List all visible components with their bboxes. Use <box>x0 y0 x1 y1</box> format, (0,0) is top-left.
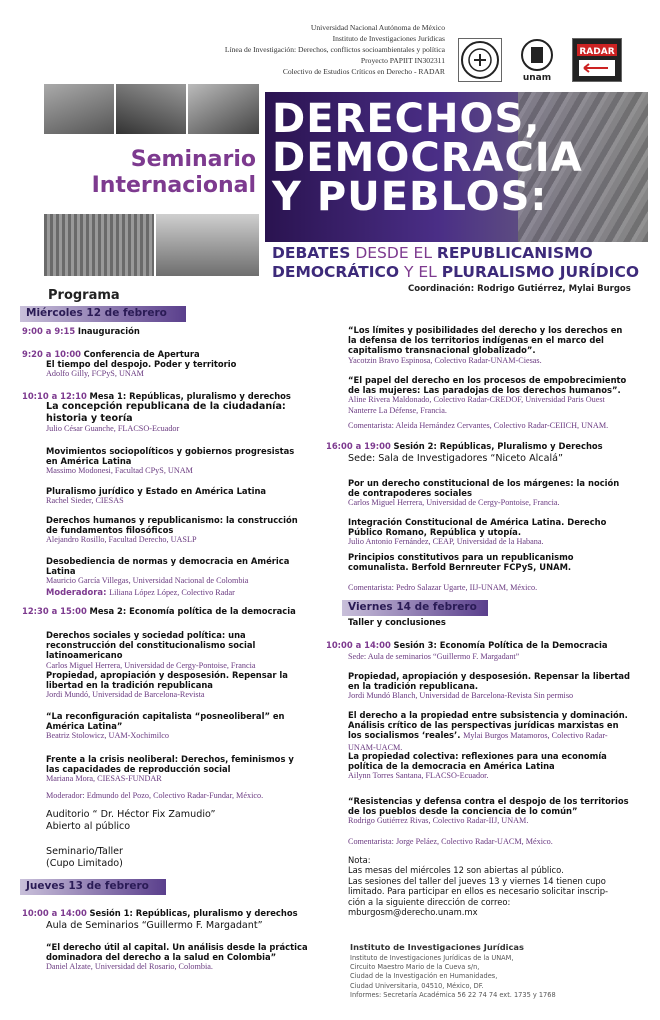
subtitle-part: PLURALISMO JURÍDICO <box>441 263 639 281</box>
institution-line: Instituto de Investigaciones Jurídicas <box>332 34 445 43</box>
photo-child <box>188 84 259 134</box>
institution-line: Línea de Investigación: Derechos, conflictos socioambientales y política <box>224 45 445 54</box>
auditorio-line: Auditorio “ Dr. Héctor Fix Zamudio” <box>46 809 216 820</box>
program-item: Comentarista: Jorge Peláez, Colectivo Radar-UACM, México. <box>348 837 553 846</box>
program-item: “El papel del derecho en los procesos de empobrecimiento de las mujeres: Las paradojas de los derechos humanos”. Aline Rivera Maldonado, Colectivo Radar-CREDOF, Universidad Paris Ouest Nanterre La Défense, Francia. <box>348 375 627 415</box>
institution-line: Universidad Nacional Autónoma de México <box>310 23 445 32</box>
iij-address-line: Ciudad Universitaria, 04510, México, DF. <box>350 981 484 990</box>
program-item: Derechos humanos y republicanismo: la construcción de fundamentos filosóficos Alejandro Rosillo, Facultad Derecho, UASLP <box>46 515 298 545</box>
iij-address-line: Circuito Maestro Mario de la Cueva s/n, <box>350 963 480 972</box>
radar-logo <box>572 38 622 82</box>
day-header-viernes: Viernes 14 de febrero <box>342 600 488 616</box>
program-item: El derecho a la propiedad entre subsistencia y dominación. Análisis crítico de las perspectivas jurídicas marxistas en los socialismos ‘reales’. Mylai Burgos Matamoros, Colectivo Radar-UNAM-UACM. <box>348 710 628 752</box>
taller-line: (Cupo Limitado) <box>46 858 123 869</box>
nota-line: ción a la siguiente dirección de correo: <box>348 896 511 907</box>
program-item: Comentarista: Aleida Hernández Cervantes, Colectivo Radar-CEIICH, UNAM. <box>348 421 609 430</box>
subtitle-part: Y EL <box>399 263 442 281</box>
taller-line: Seminario/Taller <box>46 846 124 857</box>
program-item: Por un derecho constitucional de los márgenes: la noción de contrapoderes sociales Carlos Miguel Herrera, Universidad de Cergy-Pontoise, Francia. <box>348 478 620 508</box>
program-item: Moderador: Edmundo del Pozo, Colectivo Radar-Fundar, México. <box>46 791 264 800</box>
iij-address-line: Informes: Secretaría Académica 56 22 74 74 ext. 1735 y 1768 <box>350 990 556 999</box>
iij-address <box>350 954 556 1000</box>
program-item: 10:00 a 14:00 Sesión 3: Economía Política de la Democracia <box>326 640 608 650</box>
subtitle-part: DEMOCRÁTICO <box>272 263 400 281</box>
nota-label: Nota: <box>348 855 371 865</box>
seminario-line: Internacional <box>91 173 256 198</box>
seminario-heading <box>70 143 256 203</box>
viernes-subtitle: Taller y conclusiones <box>348 617 446 627</box>
nota-block <box>348 855 638 917</box>
title-line: DERECHOS, <box>272 96 541 142</box>
program-item: Pluralismo jurídico y Estado en América Latina Rachel Sieder, CIESAS <box>46 486 267 506</box>
iij-title: Instituto de Investigaciones Jurídicas <box>350 942 524 952</box>
programa-heading: Programa <box>48 288 120 303</box>
photo-farmer <box>156 214 259 276</box>
day-header-jueves: Jueves 13 de febrero <box>20 879 166 895</box>
photo-hands <box>116 84 186 134</box>
institution-header <box>225 22 445 77</box>
aula-line: Aula de Seminarios “Guillermo F. Margadant” <box>46 920 263 931</box>
subtitle-part: DEBATES <box>272 244 351 262</box>
program-item: “El derecho útil al capital. Un análisis desde la práctica dominadora del derecho a la salud en Colombia” Daniel Alzate, Universidad del Rosario, Colombia. <box>46 942 308 972</box>
program-item: 9:20 a 10:00 Conferencia de Apertura El tiempo del despojo. Poder y territorio Adolfo Gilly, FCPyS, UNAM <box>22 349 237 379</box>
photo-crops <box>44 214 154 276</box>
nota-line: Las mesas del miércoles 12 son abiertas al público. <box>348 865 564 876</box>
iij-address-line: Instituto de Investigaciones Jurídicas de la UNAM, <box>350 954 514 962</box>
program-item: 9:00 a 9:15 Inauguración <box>22 326 140 336</box>
unam-seal-logo <box>458 38 502 82</box>
nota-line: limitado. Para participar en ellos es necesario solicitar inscrip- <box>348 886 609 897</box>
program-item: Propiedad, apropiación y desposesión. Repensar la libertad en la tradición republicana Jordi Mundó, Universidad de Barcelona-Revista <box>46 670 288 700</box>
iij-logo-label: unam <box>522 73 552 82</box>
iij-logo <box>515 38 559 82</box>
subtitle-part: REPUBLICANISMO <box>436 244 593 262</box>
program-item: Comentarista: Pedro Salazar Ugarte, IIJ-UNAM, México. <box>348 583 538 592</box>
title-line: Y PUEBLOS: <box>272 174 548 220</box>
program-item: 10:00 a 14:00 Sesión 1: Repúblicas, pluralismo y derechos <box>22 908 298 918</box>
institution-line: Proyecto PAPIIT IN302311 <box>360 56 445 65</box>
day-header-miercoles: Miércoles 12 de febrero <box>20 306 186 322</box>
program-item: “La reconfiguración capitalista “posneoliberal” en América Latina” Beatriz Stolowicz, UAM-Xochimilco <box>46 711 285 741</box>
program-item: La propiedad colectiva: reflexiones para una economía política de la democracia en América Latina Ailynn Torres Santana, FLACSO-Ecuador. <box>348 751 607 781</box>
radar-logo-label: RADAR <box>579 47 615 57</box>
program-item: Propiedad, apropiación y desposesión. Repensar la libertad en la tradición republicana. Jordi Mundó Blanch, Universidad de Barcelona-Revista Sin permiso <box>348 671 631 701</box>
subtitle-part: DESDE EL <box>350 244 437 262</box>
program-item: 16:00 a 19:00 Sesión 2: Repúblicas, Pluralismo y Derechos <box>326 441 603 451</box>
photo-feet <box>44 84 114 134</box>
program-item: Sede: Aula de seminarios “Guillermo F. Margadant” <box>348 652 520 661</box>
auditorio-line: Abierto al público <box>46 821 131 832</box>
main-title <box>272 96 583 220</box>
subtitle <box>272 244 639 282</box>
iij-address-line: Ciudad de la Investigación en Humanidades, <box>350 972 498 981</box>
institution-line: Colectivo de Estudios Críticos en Derecho - RADAR <box>282 67 445 76</box>
nota-line: Las sesiones del taller del jueves 13 y viernes 14 tienen cupo <box>348 875 606 886</box>
program-item: Integración Constitucional de América Latina. Derecho Público Romano, República y utopía. Julio Antonio Fernández, CEAP, Universidad de la Habana. <box>348 517 607 547</box>
sede-line: Sede: Sala de Investigadores “Niceto Alcalá” <box>348 453 563 464</box>
program-item: Desobediencia de normas y democracia en América Latina Mauricio García Villegas, Universidad Nacional de Colombia <box>46 556 290 586</box>
nota-email[interactable]: mburgosm@derecho.unam.mx <box>348 907 478 918</box>
program-item: Principios constitutivos para un republicanismo comunalista. Berfold Bernreuter FCPyS, UNAM. <box>348 552 574 573</box>
program-item: 10:10 a 12:10 Mesa 1: Repúblicas, pluralismo y derechos La concepción republicana de la ciudadanía: historia y teoría Julio César Guanche, FLACSO-Ecuador <box>22 391 291 434</box>
program-item: Derechos sociales y sociedad política: una reconstrucción del constitucionalismo social latinoamericano Carlos Miguel Herrera, Universidad de Cergy-Pontoise, Francia <box>46 630 256 670</box>
seminario-line: Seminario <box>130 147 256 172</box>
program-item: 12:30 a 15:00 Mesa 2: Economía política de la democracia <box>22 606 296 616</box>
coordinacion: Coordinación: Rodrigo Gutiérrez, Mylai Burgos <box>408 284 631 294</box>
program-item: “Resistencias y defensa contra el despojo de los territorios de los pueblos desde la conciencia de lo común” Rodrigo Gutiérrez Rivas, Colectivo Radar-IIJ, UNAM. <box>348 796 629 826</box>
program-item: Movimientos sociopolíticos y gobiernos progresistas en América Latina Massimo Modonesi, Facultad CPyS, UNAM <box>46 446 295 476</box>
title-line: DEMOCRACIA <box>272 135 583 181</box>
program-item: Frente a la crisis neoliberal: Derechos, feminismos y las capacidades de reproducción social Mariana Mora, CIESAS-FUNDAR <box>46 754 294 784</box>
program-item: “Los límites y posibilidades del derecho y los derechos en la defensa de los territorios indígenas en el marco del capitalismo transnacional globalizado”. Yacotzin Bravo Espinosa, Colectivo Radar-UNAM-Ciesas. <box>348 325 623 365</box>
program-item: Moderadora: Liliana López López, Colectivo Radar <box>46 587 235 597</box>
